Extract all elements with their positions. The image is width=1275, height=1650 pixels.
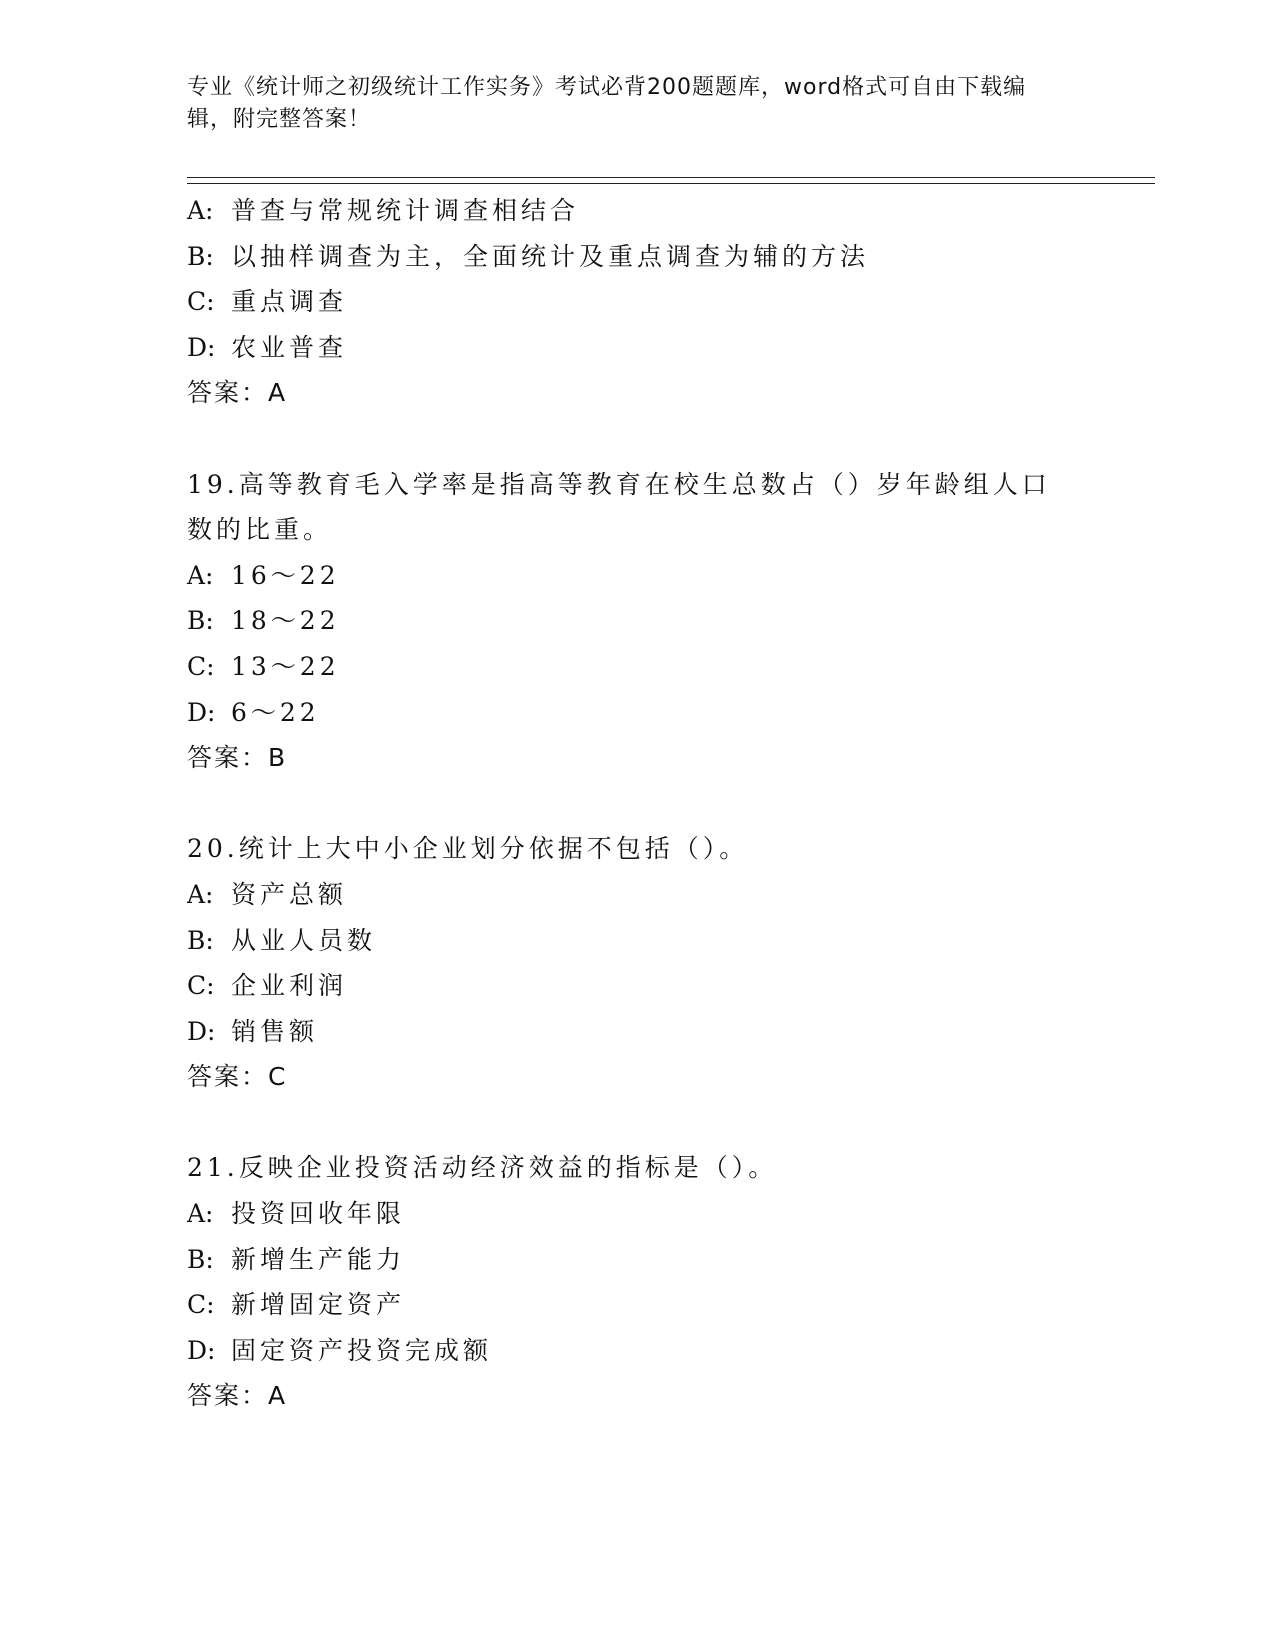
answer-line: 答案：A: [187, 1381, 288, 1411]
answer-line: 答案：B: [187, 743, 288, 773]
question-block-18: [187, 188, 1087, 416]
question-block-20: [187, 826, 1087, 1100]
option-d: D: 销售额: [187, 1016, 319, 1046]
spacer: [187, 416, 1087, 462]
option-a: A: 16～22: [187, 560, 340, 590]
option-d: D: 农业普查: [187, 332, 348, 362]
header-rule-bottom: [187, 183, 1155, 184]
option-a: A: 投资回收年限: [187, 1199, 406, 1229]
option-c: C: 新增固定资产: [187, 1290, 406, 1320]
question-stem: 19.高等教育毛入学率是指高等教育在校生总数占（）岁年龄组人口数的比重。: [187, 469, 1051, 545]
option-d: D: 固定资产投资完成额: [187, 1335, 493, 1365]
option-c: C: 企业利润: [187, 971, 348, 1001]
option-b: B: 从业人员数: [187, 925, 377, 955]
question-block-19: [187, 462, 1087, 781]
question-stem: 20.统计上大中小企业划分依据不包括（）。: [187, 834, 749, 864]
option-a: A: 资产总额: [187, 879, 348, 909]
option-d: D: 6～22: [187, 697, 320, 727]
option-a: A: 普查与常规统计调查相结合: [187, 196, 580, 225]
spacer: [187, 1100, 1087, 1146]
question-list: [187, 188, 1087, 1419]
spacer: [187, 781, 1087, 827]
document-header: 专业《统计师之初级统计工作实务》考试必背200题题库，word格式可自由下载编辑，附完整答案！: [187, 75, 1027, 132]
answer-line: 答案：A: [187, 378, 288, 408]
option-b: B: 以抽样调查为主，全面统计及重点调查为辅的方法: [187, 241, 870, 271]
option-b: B: 18～22: [187, 606, 340, 636]
question-stem: 21.反映企业投资活动经济效益的指标是（）。: [187, 1153, 778, 1183]
option-c: C: 重点调查: [187, 287, 348, 317]
option-b: B: 新增生产能力: [187, 1244, 406, 1274]
answer-line: 答案：C: [187, 1062, 288, 1092]
question-block-21: [187, 1145, 1087, 1419]
header-rule-top: [187, 177, 1155, 178]
option-c: C: 13～22: [187, 651, 340, 681]
